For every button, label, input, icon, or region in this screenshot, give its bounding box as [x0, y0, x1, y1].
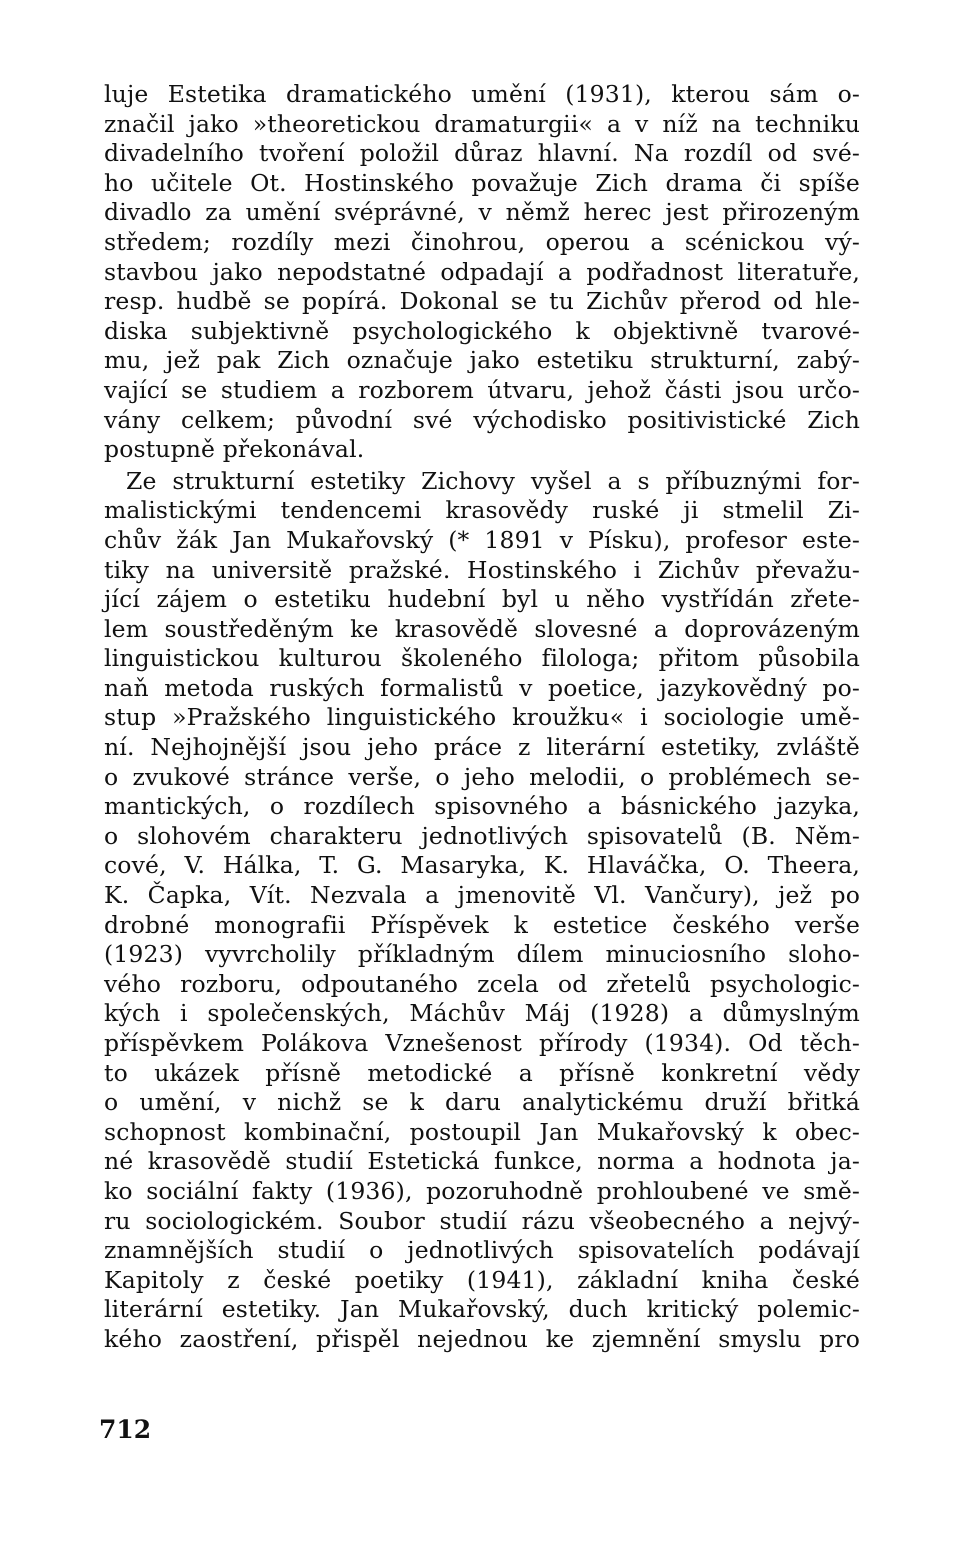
text-line: kých i společenských, Máchův Máj (1928) a důmyslným: [104, 999, 860, 1028]
text-line: ru sociologickém. Soubor studií rázu všeobecného a nejvý-: [104, 1206, 860, 1235]
text-line: mantických, o rozdílech spisovného a básnického jazyka,: [104, 792, 860, 821]
text-line: cové, V. Hálka, T. G. Masaryka, K. Hlaváčka, O. Theera,: [104, 851, 860, 880]
text-line: ko sociální fakty (1936), pozoruhodně prohloubené ve smě-: [104, 1176, 860, 1205]
text-line: to ukázek přísně metodické a přísně konkretní vědy: [104, 1058, 860, 1087]
text-line: o zvukové stránce verše, o jeho melodii, o problémech se-: [104, 762, 860, 791]
text-line: divadelního tvoření položil důraz hlavní. Na rozdíl od své-: [104, 139, 860, 168]
text-line: diska subjektivně psychologického k objektivně tvarové-: [104, 316, 860, 345]
text-line: linguistickou kulturou školeného filologa; přitom působila: [104, 644, 860, 673]
text-line: o umění, v nichž se k daru analytickému druží břitká: [104, 1088, 860, 1117]
text-line: divadlo za umění svéprávné, v němž herec jest přirozeným: [104, 198, 860, 227]
text-line: malistickými tendencemi krasovědy ruské ji stmelil Zi-: [104, 496, 860, 525]
text-line: lem soustředěným ke krasovědě slovesné a doprovázeným: [104, 614, 860, 643]
text-line: schopnost kombinační, postoupil Jan Mukařovský k obec-: [104, 1117, 860, 1146]
text-line: vající se studiem a rozborem útvaru, jehož části jsou určo-: [104, 375, 860, 404]
text-line: značil jako »theoretickou dramaturgii« a v níž na techniku: [104, 109, 860, 138]
text-line: středem; rozdíly mezi činohrou, operou a scénickou vý-: [104, 227, 860, 256]
text-line: o slohovém charakteru jednotlivých spisovatelů (B. Něm-: [104, 821, 860, 850]
text-line: naň metoda ruských formalistů v poetice, jazykovědný po-: [104, 673, 860, 702]
text-line: né krasovědě studií Estetická funkce, norma a hodnota ja-: [104, 1147, 860, 1176]
text-line: drobné monografii Příspěvek k estetice českého verše: [104, 910, 860, 939]
text-line: stup »Pražského linguistického kroužku« i sociologie umě-: [104, 703, 860, 732]
text-line: příspěvkem Polákova Vznešenost přírody (1934). Od těch-: [104, 1029, 860, 1057]
text-line: mu, jež pak Zich označuje jako estetiku strukturní, zabý-: [104, 346, 860, 375]
body-text: [104, 80, 860, 1355]
text-line: chův žák Jan Mukařovský (* 1891 v Písku), profesor este-: [104, 525, 860, 554]
text-line: postupně překonával.: [104, 435, 365, 464]
text-line: kého zaostření, přispěl nejednou ke zjemnění smyslu pro: [104, 1324, 860, 1353]
text-line: znamnějších studií o jednotlivých spisovatelích podávají: [104, 1236, 860, 1265]
text-line: (1923) vyvrcholily příkladným dílem minuciosního sloho-: [104, 940, 860, 969]
text-line: luje Estetika dramatického umění (1931), kterou sám o-: [104, 80, 860, 108]
page-number: 712: [99, 1415, 152, 1444]
text-line: tiky na universitě pražské. Hostinského i Zichův převažu-: [104, 555, 860, 584]
text-line: literární estetiky. Jan Mukařovský, duch kritický polemic-: [104, 1295, 860, 1324]
text-line: Kapitoly z české poetiky (1941), základní kniha české: [104, 1265, 860, 1294]
text-line: vány celkem; původní své východisko positivistické Zich: [104, 405, 860, 434]
text-line: ní. Nejhojnější jsou jeho práce z literární estetiky, zvláště: [104, 733, 860, 762]
text-line: ho učitele Ot. Hostinského považuje Zich drama či spíše: [104, 168, 860, 197]
text-line: vého rozboru, odpoutaného zcela od zřetelů psychologic-: [104, 969, 860, 998]
text-line: stavbou jako nepodstatné odpadají a podřadnost literatuře,: [104, 257, 860, 286]
text-line: Ze strukturní estetiky Zichovy vyšel a s příbuznými for-: [126, 466, 860, 495]
text-line: jící zájem o estetiku hudební byl u něho vystřídán zřete-: [104, 585, 860, 614]
text-line: K. Čapka, Vít. Nezvala a jmenovitě Vl. Vančury), jež po: [104, 881, 860, 910]
text-line: resp. hudbě se popírá. Dokonal se tu Zichův přerod od hle-: [104, 287, 860, 316]
